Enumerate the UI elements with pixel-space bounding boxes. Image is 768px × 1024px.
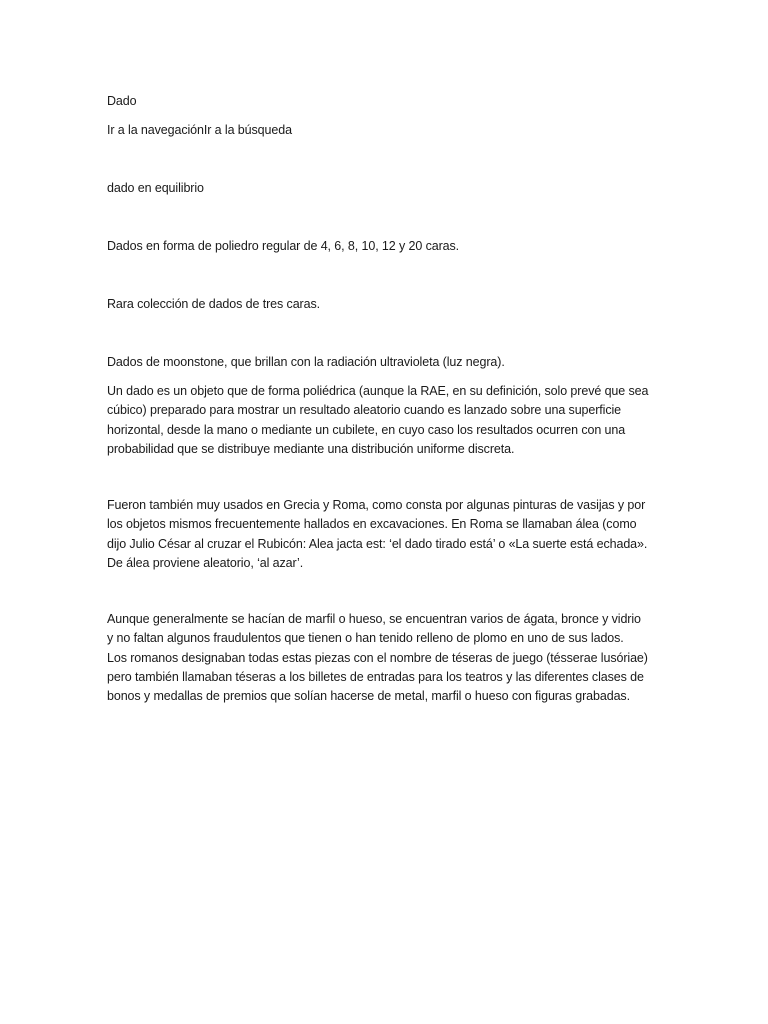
paragraph-materials: [107, 610, 667, 706]
paragraph-line: Aunque generalmente se hacían de marfil o hueso, se encuentran varios de ágata, bronce y vidrio: [107, 612, 641, 626]
image-caption-balanced-die: dado en equilibrio: [107, 181, 204, 195]
paragraph-line: cúbico) preparado para mostrar un resultado aleatorio cuando es lanzado sobre una superficie: [107, 403, 622, 418]
paragraph-line: bonos y medallas de premios que solían hacerse de metal, marfil o hueso con figuras grabadas.: [107, 689, 630, 704]
paragraph-line: Los romanos designaban todas estas piezas con el nombre de téseras de juego (tésserae lusóriae): [107, 650, 648, 665]
paragraph-line: Fueron también muy usados en Grecia y Roma, como consta por algunas pinturas de vasijas y por: [107, 498, 646, 512]
image-caption-polyhedral-dice: Dados en forma de poliedro regular de 4, 6, 8, 10, 12 y 20 caras.: [107, 239, 460, 253]
paragraph-line: pero también llamaban téseras a los billetes de entradas para los teatros y las diferentes clases de: [107, 669, 644, 684]
paragraph-line: horizontal, desde la mano o mediante un cubilete, en cuyo caso los resultados ocurren con una: [107, 422, 626, 437]
paragraph-line: probabilidad que se distribuye mediante una distribución uniforme discreta.: [107, 441, 515, 456]
image-caption-three-sided-dice: Rara colección de dados de tres caras.: [107, 297, 320, 311]
document-title: Dado: [107, 94, 137, 108]
paragraph-line: Un dado es un objeto que de forma poliédrica (aunque la RAE, en su definición, solo prevé que sea: [107, 384, 649, 398]
image-caption-moonstone-dice: Dados de moonstone, que brillan con la radiación ultravioleta (luz negra).: [107, 355, 505, 369]
paragraph-greece-rome: [107, 496, 667, 573]
paragraph-line: De álea proviene aleatorio, ‘al azar’.: [107, 555, 304, 570]
paragraph-line: los objetos mismos frecuentemente hallados en excavaciones. En Roma se llamaban álea (como: [107, 517, 637, 532]
paragraph-line: dijo Julio César al cruzar el Rubicón: Alea jacta est: ‘el dado tirado está’ o «La suerte está echada».: [107, 536, 648, 551]
navigation-links-text: Ir a la navegaciónIr a la búsqueda: [107, 123, 292, 137]
paragraph-line: y no faltan algunos fraudulentos que tienen o han tenido relleno de plomo en uno de sus lados.: [107, 631, 624, 646]
paragraph-definition: [107, 382, 667, 459]
